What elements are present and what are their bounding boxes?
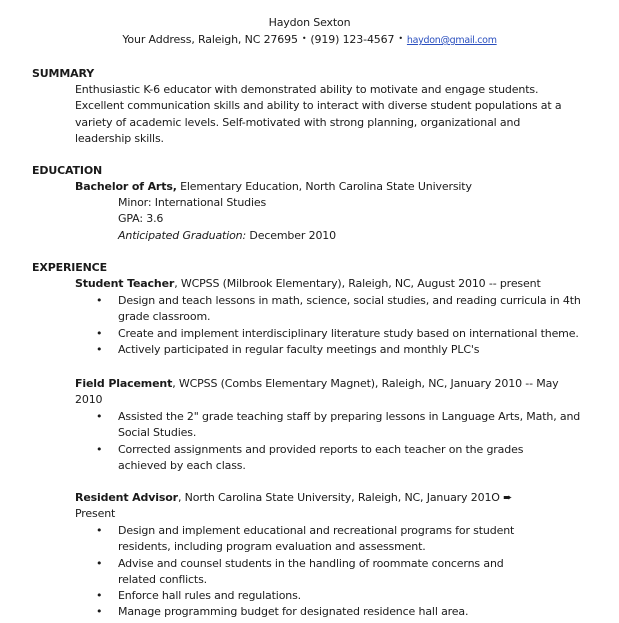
- resume-header: [0, 15, 619, 48]
- separator-dot: •: [398, 34, 403, 43]
- email-link[interactable]: haydon@gmail.com: [406, 35, 497, 46]
- education-details: [118, 195, 336, 244]
- bullet-text: related conflicts.: [118, 572, 208, 586]
- job-detail: , North Carolina State University, Raleigh, NC, January 201O ➨: [177, 491, 513, 504]
- summary-line: Excellent communication skills and ability to interact with diverse student populations at a: [75, 99, 562, 113]
- section-title-experience: EXPERIENCE: [32, 261, 107, 274]
- bullet-text: Create and implement interdisciplinary literature study based on international theme.: [118, 326, 579, 340]
- graduation-date: December 2010: [246, 228, 336, 242]
- list-item: [96, 326, 586, 342]
- bullet-icon: •: [96, 589, 103, 603]
- job-role: Field Placement: [75, 377, 173, 390]
- separator-dot: •: [301, 34, 307, 43]
- list-item: [96, 342, 586, 358]
- list-item: [96, 604, 586, 620]
- summary-text: [75, 82, 565, 147]
- job-role: Student Teacher: [75, 277, 175, 290]
- bullet-icon: •: [96, 605, 103, 619]
- bullet-text: Corrected assignments and provided reports to each teacher on the grades: [118, 442, 524, 456]
- bullet-text: Social Studies.: [118, 426, 197, 440]
- education-degree: [75, 179, 565, 195]
- education-gpa: GPA: 3.6: [118, 212, 164, 226]
- phone: (919) 123-4567: [310, 33, 395, 46]
- bullet-text: residents, including program evaluation and assessment.: [118, 540, 426, 554]
- bullet-text: Manage programming budget for designated residence hall area.: [118, 605, 469, 619]
- job-bullets: [96, 409, 586, 474]
- job-heading: [75, 376, 565, 409]
- list-item: [96, 588, 586, 604]
- list-item: [96, 556, 586, 589]
- bullet-icon: •: [96, 524, 103, 537]
- candidate-name: Haydon Sexton: [268, 16, 351, 29]
- bullet-icon: •: [96, 342, 103, 356]
- bullet-text: Assisted the 2" grade teaching staff by preparing lessons in Language Arts, Math, and: [118, 410, 581, 423]
- bullet-text: Design and teach lessons in math, science, social studies, and reading curricula in 4th: [118, 294, 581, 307]
- job-detail: , WCPSS (Combs Elementary Magnet), Raleigh, NC, January 2010 -- May: [172, 377, 559, 390]
- bullet-icon: •: [96, 294, 103, 307]
- bullet-text: Enforce hall rules and regulations.: [118, 589, 302, 603]
- address: Your Address, Raleigh, NC 27695: [122, 33, 298, 46]
- bullet-icon: •: [96, 410, 103, 423]
- list-item: [96, 293, 586, 326]
- job-role: Resident Advisor: [75, 491, 178, 504]
- education-minor: Minor: International Studies: [118, 196, 267, 209]
- bullet-text: grade classroom.: [118, 310, 211, 324]
- job-bullets: [96, 523, 586, 621]
- section-title-education: EDUCATION: [32, 164, 103, 177]
- section-title-summary: SUMMARY: [32, 67, 95, 80]
- contact-line: [0, 31, 619, 48]
- bullet-icon: •: [96, 556, 103, 570]
- bullet-icon: •: [96, 326, 103, 340]
- bullet-text: Actively participated in regular faculty meetings and monthly PLC's: [118, 342, 480, 356]
- summary-line: Enthusiastic K-6 educator with demonstrated ability to motivate and engage students.: [75, 83, 539, 96]
- job-bullets: [96, 293, 586, 358]
- job-heading: [75, 490, 565, 523]
- list-item: [96, 442, 586, 475]
- summary-line: leadership skills.: [75, 131, 164, 145]
- job-detail: , WCPSS (Milbrook Elementary), Raleigh, NC, August 2010 -- present: [174, 277, 541, 290]
- graduation-label: Anticipated Graduation:: [118, 228, 247, 242]
- bullet-text: achieved by each class.: [118, 458, 246, 472]
- bullet-icon: •: [96, 442, 103, 456]
- bullet-text: Advise and counsel students in the handling of roommate concerns and: [118, 556, 504, 570]
- degree-detail: Elementary Education, North Carolina State University: [176, 180, 472, 193]
- degree-name: Bachelor of Arts,: [75, 180, 177, 193]
- job-detail-cont: Present: [75, 507, 116, 521]
- summary-line: variety of academic levels. Self-motivated with strong planning, organizational and: [75, 115, 521, 129]
- bullet-text: Design and implement educational and recreational programs for student: [118, 524, 515, 537]
- list-item: [96, 523, 586, 556]
- job-detail-cont: 2010: [75, 393, 103, 407]
- job-heading: [75, 276, 565, 292]
- list-item: [96, 409, 586, 442]
